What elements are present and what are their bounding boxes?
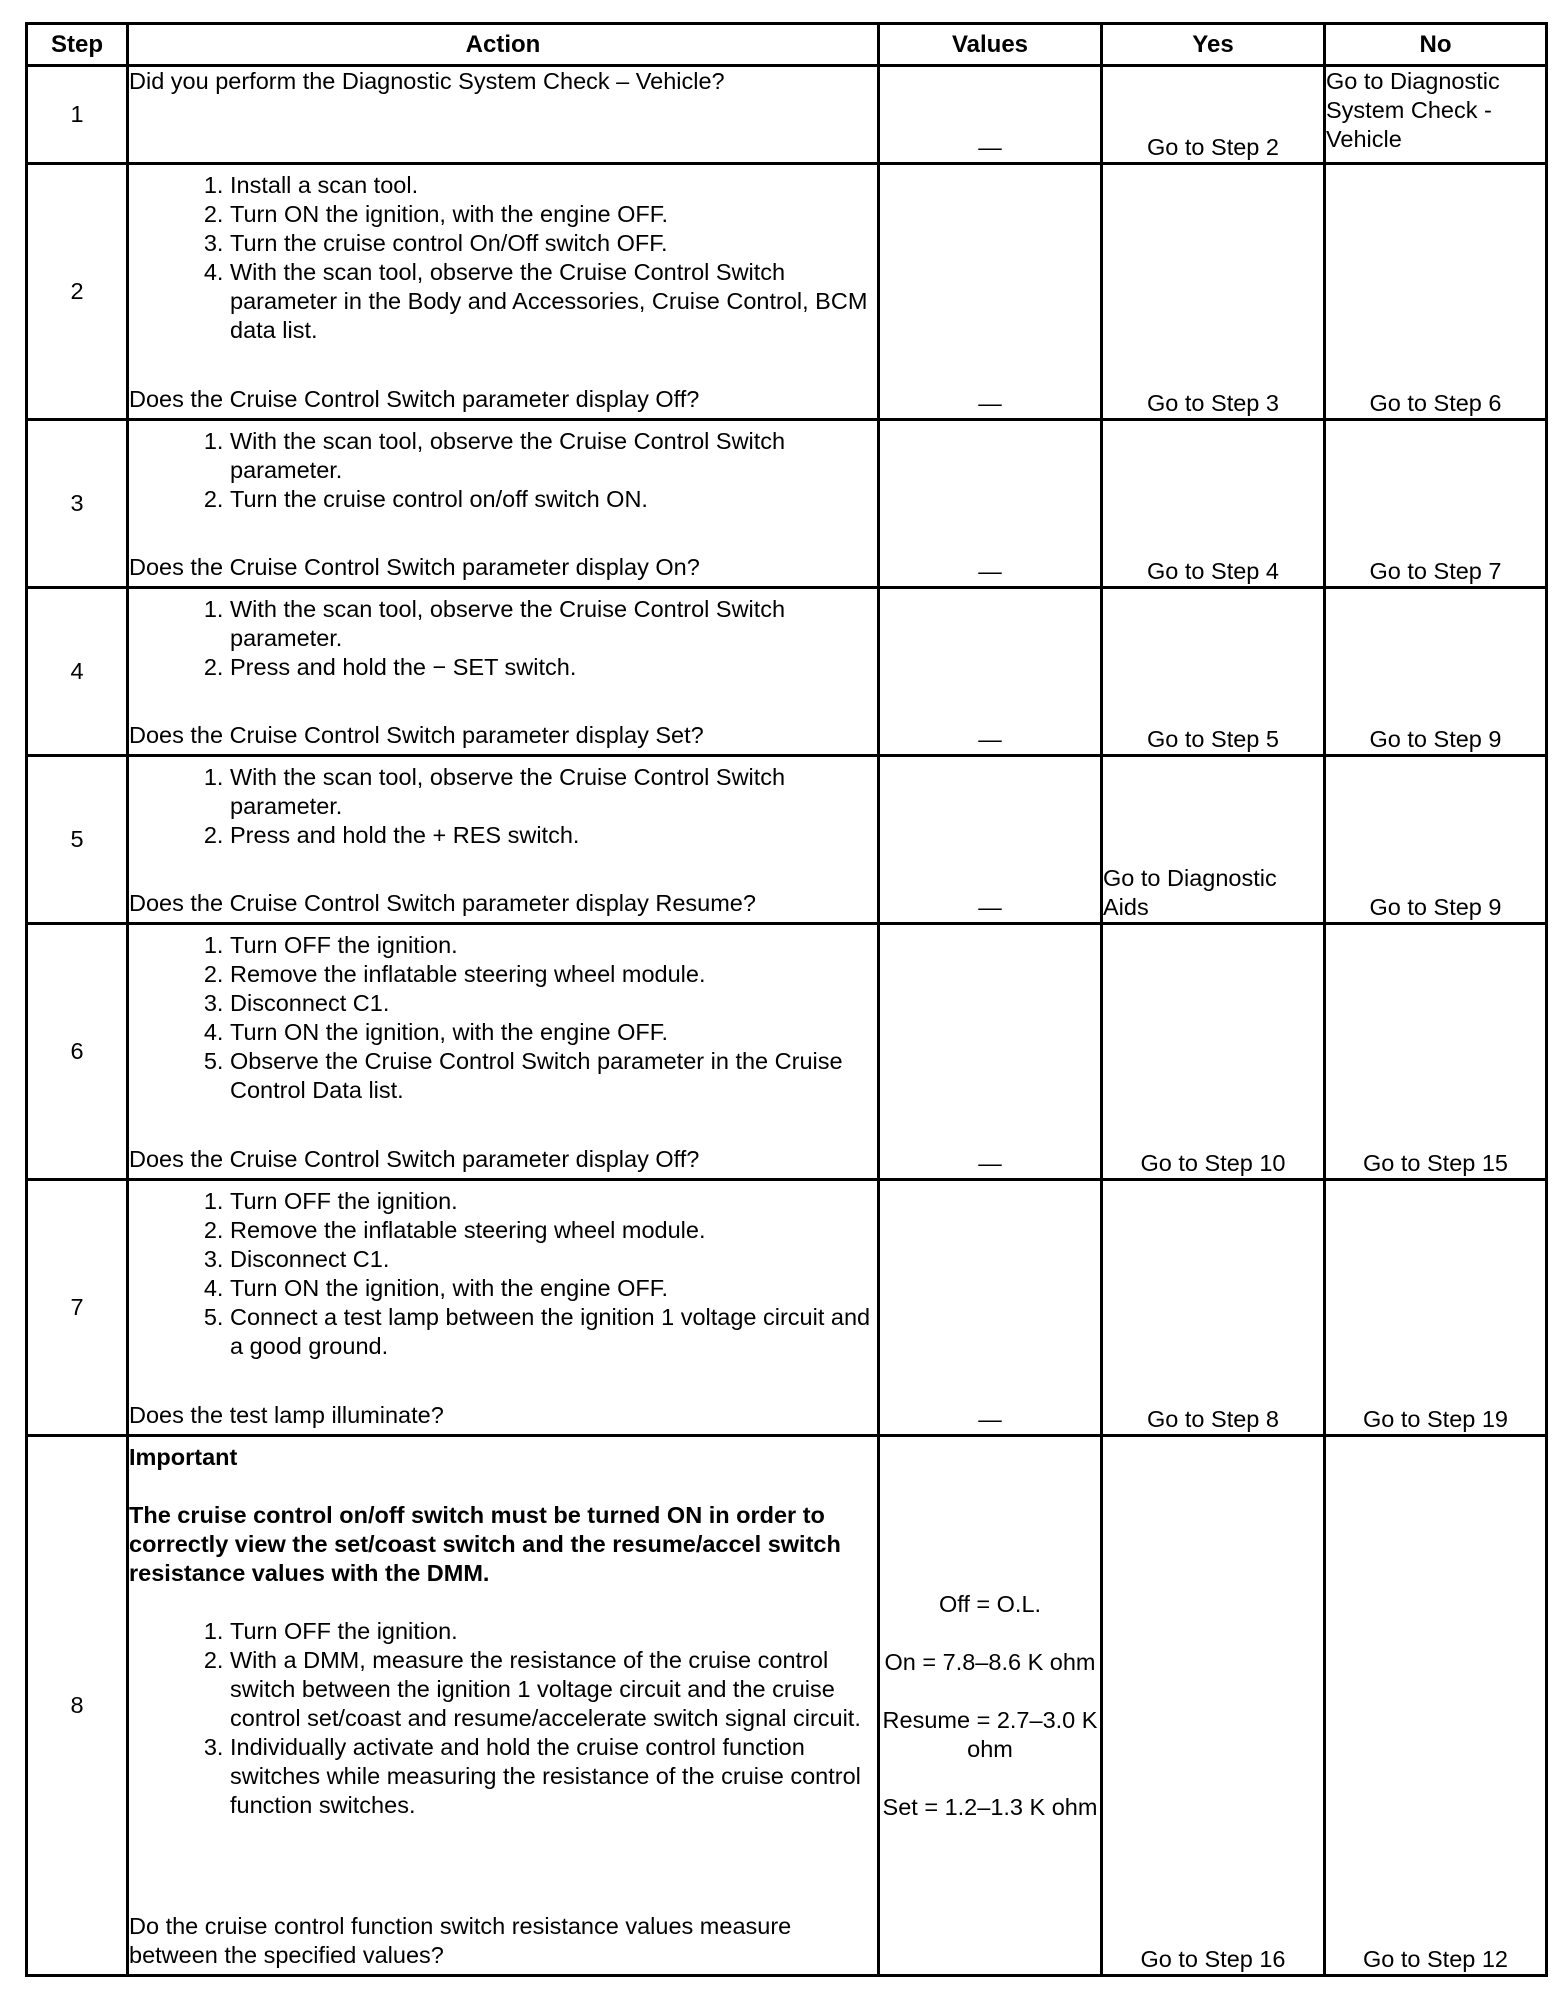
instruction-item: 2. With a DMM, measure the resistance of the cruise control switch between the ignition 1 voltage circuit and the cruise control set/coast and resume/accelerate switch signal circuit. — [230, 1646, 877, 1733]
question-text: Does the Cruise Control Switch parameter display Resume? — [129, 890, 756, 916]
instruction-list — [129, 1617, 877, 1820]
action-cell — [128, 420, 879, 588]
instruction-item: 3. Individually activate and hold the cruise control function switches while measuring the resistance of the cruise control function switches. — [230, 1733, 877, 1820]
no-cell: Go to Step 6 — [1325, 164, 1547, 420]
yes-cell: Go to Step 5 — [1102, 588, 1325, 756]
instruction-list — [129, 427, 877, 514]
spec-value: Set = 1.2–1.3 K ohm — [882, 1793, 1098, 1820]
instruction-item: 1. Turn OFF the ignition. — [230, 1617, 877, 1646]
question-text: Do the cruise control function switch resistance values measure between the specified values? — [129, 1913, 792, 1968]
table-row — [27, 1180, 1547, 1436]
instruction-item: 2. Turn the cruise control on/off switch ON. — [230, 485, 877, 514]
question-text: Did you perform the Diagnostic System Check – Vehicle? — [129, 68, 725, 94]
no-cell: Go to Step 9 — [1325, 756, 1547, 924]
values-cell: — — [879, 756, 1102, 924]
instruction-list — [129, 171, 877, 345]
yes-cell: Go to Step 4 — [1102, 420, 1325, 588]
values-cell: — — [879, 420, 1102, 588]
instruction-list — [129, 931, 877, 1105]
instruction-list — [129, 763, 877, 850]
header-yes: Yes — [1102, 24, 1325, 66]
header-no: No — [1325, 24, 1547, 66]
question-text: Does the Cruise Control Switch parameter display Off? — [129, 386, 700, 412]
no-cell: Go to Step 9 — [1325, 588, 1547, 756]
action-cell — [128, 756, 879, 924]
step-number: 5 — [27, 756, 128, 924]
question-text: Does the Cruise Control Switch parameter display Set? — [129, 722, 704, 748]
step-number: 6 — [27, 924, 128, 1180]
table-row — [27, 66, 1547, 164]
instruction-item: 1. With the scan tool, observe the Cruise Control Switch parameter. — [230, 763, 877, 821]
header-row — [27, 24, 1547, 66]
question-text: Does the Cruise Control Switch parameter display On? — [129, 554, 700, 580]
instruction-item: 1. Install a scan tool. — [230, 171, 877, 200]
yes-cell: Go to Step 8 — [1102, 1180, 1325, 1436]
table-row — [27, 1436, 1547, 1976]
instruction-item: 2. Remove the inflatable steering wheel module. — [230, 960, 877, 989]
step-number: 3 — [27, 420, 128, 588]
no-cell: Go to Step 7 — [1325, 420, 1547, 588]
yes-cell: Go to Step 10 — [1102, 924, 1325, 1180]
action-cell — [128, 1180, 879, 1436]
step-number: 1 — [27, 66, 128, 164]
instruction-item: 3. Disconnect C1. — [230, 989, 877, 1018]
instruction-list — [129, 1187, 877, 1361]
values-cell: — — [879, 588, 1102, 756]
spec-value: On = 7.8–8.6 K ohm — [884, 1648, 1096, 1675]
step-number: 4 — [27, 588, 128, 756]
yes-cell: Go to Step 16 — [1102, 1436, 1325, 1976]
table-row — [27, 756, 1547, 924]
instruction-item: 2. Press and hold the + RES switch. — [230, 821, 877, 850]
important-note: The cruise control on/off switch must be turned ON in order to correctly view the set/coast switch and the resume/accel switch resistance values with the DMM. — [129, 1502, 841, 1586]
values-cell — [879, 1436, 1102, 1976]
table-row — [27, 420, 1547, 588]
step-number: 2 — [27, 164, 128, 420]
spec-value: Resume = 2.7–3.0 K ohm — [882, 1706, 1098, 1762]
header-values: Values — [879, 24, 1102, 66]
instruction-item: 2. Press and hold the − SET switch. — [230, 653, 877, 682]
instruction-item: 5. Observe the Cruise Control Switch parameter in the Cruise Control Data list. — [230, 1047, 877, 1105]
action-cell — [128, 164, 879, 420]
action-cell — [128, 1436, 879, 1976]
instruction-item: 4. With the scan tool, observe the Cruise Control Switch parameter in the Body and Accessories, Cruise Control, BCM data list. — [230, 258, 877, 345]
instruction-item: 1. Turn OFF the ignition. — [230, 1187, 877, 1216]
instruction-item: 4. Turn ON the ignition, with the engine OFF. — [230, 1018, 877, 1047]
instruction-item: 3. Turn the cruise control On/Off switch OFF. — [230, 229, 877, 258]
instruction-item: 3. Disconnect C1. — [230, 1245, 877, 1274]
values-cell: — — [879, 164, 1102, 420]
table-row — [27, 588, 1547, 756]
action-cell — [128, 588, 879, 756]
values-cell: — — [879, 1180, 1102, 1436]
step-number: 8 — [27, 1436, 128, 1976]
instruction-item: 1. With the scan tool, observe the Cruise Control Switch parameter. — [230, 595, 877, 653]
values-cell: — — [879, 924, 1102, 1180]
no-cell: Go to Diagnostic System Check - Vehicle — [1325, 66, 1547, 164]
action-cell — [128, 66, 879, 164]
question-text: Does the test lamp illuminate? — [129, 1402, 444, 1428]
instruction-item: 2. Remove the inflatable steering wheel module. — [230, 1216, 877, 1245]
yes-cell: Go to Step 2 — [1102, 66, 1325, 164]
question-text: Does the Cruise Control Switch parameter display Off? — [129, 1146, 700, 1172]
step-number: 7 — [27, 1180, 128, 1436]
instruction-list — [129, 595, 877, 682]
instruction-item: 2. Turn ON the ignition, with the engine OFF. — [230, 200, 877, 229]
values-cell: — — [879, 66, 1102, 164]
no-cell: Go to Step 15 — [1325, 924, 1547, 1180]
yes-cell: Go to Step 3 — [1102, 164, 1325, 420]
important-heading: Important — [129, 1444, 238, 1470]
instruction-item: 4. Turn ON the ignition, with the engine OFF. — [230, 1274, 877, 1303]
no-cell: Go to Step 19 — [1325, 1180, 1547, 1436]
table-row — [27, 164, 1547, 420]
diagnostic-table — [25, 22, 1548, 1977]
instruction-item: 5. Connect a test lamp between the ignition 1 voltage circuit and a good ground. — [230, 1303, 877, 1361]
table-row — [27, 924, 1547, 1180]
instruction-item: 1. With the scan tool, observe the Cruise Control Switch parameter. — [230, 427, 877, 485]
spec-value: Off = O.L. — [938, 1590, 1042, 1617]
header-action: Action — [128, 24, 879, 66]
instruction-item: 1. Turn OFF the ignition. — [230, 931, 877, 960]
no-cell: Go to Step 12 — [1325, 1436, 1547, 1976]
yes-cell: Go to Diagnostic Aids — [1102, 756, 1325, 924]
header-step: Step — [27, 24, 128, 66]
action-cell — [128, 924, 879, 1180]
